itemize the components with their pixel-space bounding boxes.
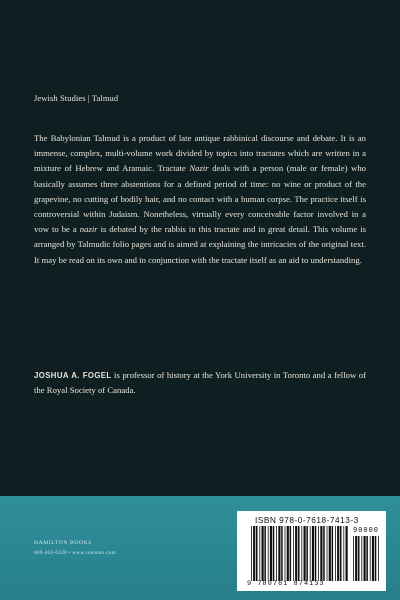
barcode-bar	[375, 536, 377, 581]
barcode-bar	[285, 526, 286, 581]
barcode-bar	[262, 526, 264, 581]
barcode-bar	[318, 526, 319, 581]
isbn-label: ISBN 978-0-7618-7413-3	[255, 515, 359, 525]
barcode-bar	[270, 526, 272, 581]
barcode-bar	[337, 526, 339, 581]
barcode-bar	[278, 526, 280, 581]
barcode-bar	[293, 526, 294, 581]
barcode-bar	[366, 536, 368, 581]
barcode-bar	[370, 536, 371, 581]
barcode-bar	[276, 526, 277, 581]
nazir-term: nazir	[79, 224, 98, 235]
barcode-digits: 9 780761 874133	[247, 580, 325, 588]
barcode-bar	[304, 526, 306, 581]
barcode-bar	[332, 526, 334, 581]
barcode-bar	[355, 536, 357, 581]
barcode-bar	[335, 526, 336, 581]
barcode-bar	[372, 536, 374, 581]
author-name: JOSHUA A. FOGEL	[34, 371, 112, 380]
barcode-addon-digits: 90000	[353, 527, 380, 535]
barcode-bar	[281, 526, 283, 581]
category-label: Jewish Studies | Talmud	[34, 93, 119, 103]
barcode-bar	[361, 536, 362, 581]
barcode-box	[237, 511, 386, 591]
barcode-bar	[306, 526, 308, 581]
barcode-bar	[320, 526, 322, 581]
tractate-name: Nazir	[189, 163, 209, 174]
barcode-bar	[364, 536, 366, 581]
barcode-bar	[253, 526, 255, 581]
barcode-bar	[301, 526, 302, 581]
author-bio-text: is professor of history at the York University in Toronto and a fellow of the Royal Society of Canada.	[34, 370, 366, 396]
barcode-bar	[310, 526, 311, 581]
barcode-bar	[259, 526, 260, 581]
barcode-bar	[290, 526, 292, 581]
book-description	[34, 131, 366, 268]
barcode-bar	[327, 526, 328, 581]
description-part-1: The Babylonian Talmud is a product of late antique rabbinical discourse and debate. It is an immense, complex, multi-volume work divided by topics into tractates which are written in a mixture of Hebrew and Aramaic. Tractate	[34, 133, 366, 174]
barcode-bar	[268, 526, 269, 581]
barcode-bar	[343, 526, 344, 581]
barcode-bar	[329, 526, 331, 581]
barcode-bar	[323, 526, 325, 581]
barcode-bar	[256, 526, 258, 581]
barcode-bar	[251, 526, 252, 581]
barcode-bar	[312, 526, 314, 581]
barcode-bar	[264, 526, 266, 581]
description-part-2: deals with a person (male or female) who basically assumes three abstentions for a defined period of time: no wine or product of the grapevine, no cutting of bodily hair, and no contact with a human corpse. The practice itself is controversial within Judaism. Nonetheless, virtually every conceivable factor involved in a vow to be a	[34, 163, 367, 235]
barcode-bar	[378, 536, 379, 581]
barcode-bar	[295, 526, 297, 581]
barcode-bar	[358, 536, 360, 581]
barcode-bar	[298, 526, 300, 581]
author-bio	[34, 368, 366, 398]
barcode-graphic	[237, 511, 386, 591]
description-part-3: is debated by the rabbis in this tractate and in great detail. This volume is arranged by Talmudic folio pages and is aimed at explaining the intricacies of the original text. It may be read on its own and in conjunction with the tractate itself as an aid to understanding.	[34, 224, 366, 265]
barcode-bar	[315, 526, 317, 581]
barcode-bar	[273, 526, 275, 581]
barcode-bar	[346, 526, 348, 581]
barcode-bar	[287, 526, 289, 581]
publisher-contact: 800-462-6420 • www.rowman.com	[34, 550, 116, 556]
barcode-bar	[353, 536, 354, 581]
barcode-bar	[340, 526, 342, 581]
publisher-name: HAMILTON BOOKS	[34, 540, 92, 546]
